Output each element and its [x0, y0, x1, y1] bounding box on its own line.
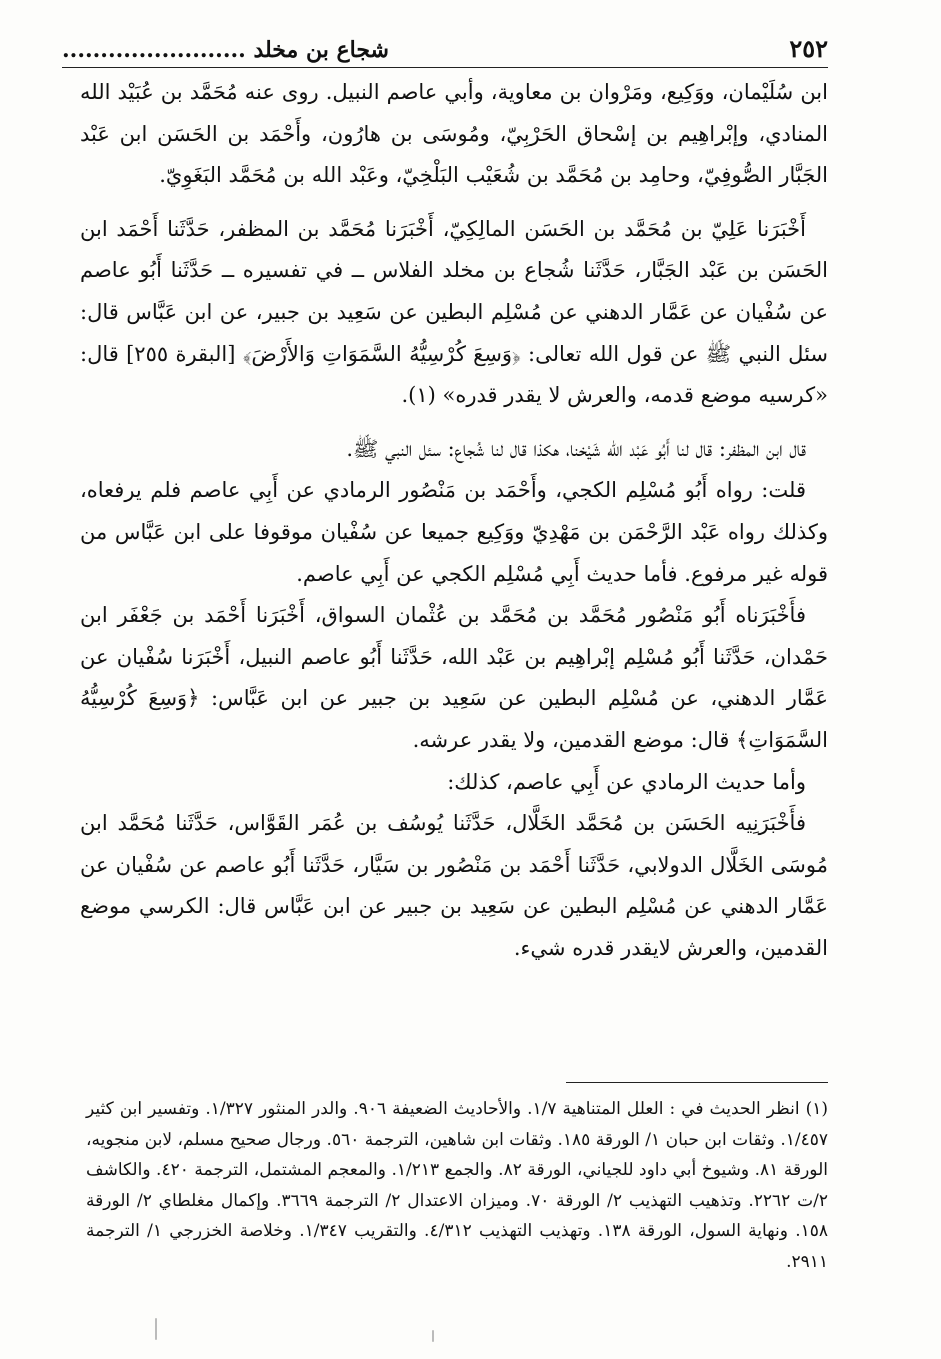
running-title: شجاع بن مخلد ........................	[62, 37, 389, 63]
main-text	[80, 72, 828, 969]
paragraph-narrators: ابن سُلَيْمان، ووَكِيع، ومَرْوان بن معاوية، وأبي عاصم النبيل. روى عنه مُحَمَّد بن عُبَيْد الله المنادي، وإبْراهِيم بن إسْحاق الحَرْبِيّ، ومُوسَى بن هارُون، وأَحْمَد بن الحَسَن ابن عَبْد الجَبَّار الصُّوفِيّ، وحامِد بن مُحَمَّد بن شُعَيْب البَلْخِيّ، وعَبْد الله بن مُحَمَّد البَغَوِيّ.	[80, 80, 828, 188]
paragraph-ramadi-intro: وأما حديث الرمادي عن أَبِي عاصم، كذلك:	[447, 769, 806, 794]
paragraph-ramadi-narration: فأَخْبَرَنِيه الحَسَن بن مُحَمَّد الخَلَّال، حَدَّثَنا يُوسُف بن عُمَر القَوَّاس، حَدَّثَنا مُحَمَّد ابن مُوسَى الخَلَّال الدولابي، حَدَّثَنا أَحْمَد بن مَنْصُور بن سَيَّار، حَدَّثَنا أَبُو عاصم عن سُفْيان عن عَمَّار الدهني عن مُسْلِم البطين عن سَعِيد بن جبير عن ابن عَبَّاس قال: الكرسي موضع القدمين، والعرش لايقدر قدره شيء.	[80, 811, 828, 960]
footnote-separator	[566, 1082, 828, 1083]
paragraph-kajji-narration: فأَخْبَرَناه أَبُو مَنْصُور مُحَمَّد بن مُحَمَّد بن عُثْمان السواق، أَخْبَرَنا أَحْمَد بن جَعْفَر ابن حَمْدان، حَدَّثَنا أَبُو مُسْلِم إبْراهِيم بن عَبْد الله، حَدَّثَنا أَبُو عاصم النبيل، أَخْبَرَنا سُفْيان عن عَمَّار الدهني، عن مُسْلِم البطين عن سَعِيد بن جبير عن ابن عَبَّاس: ﴿وَسِعَ كُرْسِيُّهُ السَّمَوَاتِ﴾ قال: موضع القدمين، ولا يقدر عرشه.	[80, 603, 828, 752]
scan-speck	[432, 1330, 434, 1342]
page-header	[62, 28, 828, 68]
paragraph-author-comment: قلت: رواه أَبُو مُسْلِم الكجي، وأَحْمَد بن مَنْصُور الرمادي عن أَبِي عاصم فلم يرفعاه، وكذلك رواه عَبْد الرَّحْمَن بن مَهْدِيّ ووَكِيع جميعا عن سُفْيان موقوفا على ابن عَبَّاس من قوله غير مرفوع. فأما حديث أَبِي مُسْلِم الكجي عن أَبِي عاصم.	[80, 478, 828, 586]
paragraph-ibn-muzaffar-note: قال ابن المظفر: قال لنا أَبُو عَبْد الله شَيْخنا، هكذا قال لنا شُجاع: سئل النبي ﷺ.	[346, 436, 806, 461]
paragraph-hadith-chain: أَخْبَرَنا عَلِيّ بن مُحَمَّد بن الحَسَن المالِكِيّ، أَخْبَرَنا مُحَمَّد بن المظفر، حَدَّثَنا أَحْمَد ابن الحَسَن بن عَبْد الجَبَّار، حَدَّثَنا شُجاع بن مخلد الفلاس ــ في تفسيره ــ حَدَّثَنا أَبُو عاصم عن سُفْيان عن عَمَّار الدهني عن مُسْلِم البطين عن سَعِيد بن جبير، عن ابن عَبَّاس قال: سئل النبي ﷺ عن قول الله تعالى: ﴿وَسِعَ كُرْسِيُّهُ السَّمَوَاتِ وَالأَرْضَ﴾ [البقرة ٢٥٥] قال: «كرسيه موضع قدمه، والعرش لا يقدر قدره» (١).	[80, 216, 829, 408]
footnotes	[86, 1094, 828, 1277]
scan-speck	[155, 1318, 157, 1340]
page-number: ٢٥٢	[789, 34, 828, 63]
footnote-1: (١) انظر الحديث في : العلل المتناهية ١/٧. والأحاديث الضعيفة ٩٠٦. والدر المنثور ١/٣٢٧. وتفسير ابن كثير ١/٤٥٧. وثقات ابن حبان ١/ الورقة ١٨٥. وثقات ابن شاهين، الترجمة ٥٦٠. ورجال صحيح مسلم، لابن منجويه، الورقة ٨١. وشيوخ أبي داود للجياني، الورقة ٨٢. والجمع ١/٢١٣. والمعجم المشتمل، الترجمة ٤٢٠. والكاشف ٢/ت ٢٢٦٢. وتذهيب التهذيب ٢/ الورقة ٧٠. وميزان الاعتدال ٢/ الترجمة ٣٦٦٩. وإكمال مغلطاي ٢/ الورقة ١٥٨. ونهاية السول، الورقة ١٣٨. وتهذيب التهذيب ٤/٣١٢. والتقريب ١/٣٤٧. وخلاصة الخزرجي ١/ الترجمة ٢٩١١.	[86, 1099, 829, 1272]
